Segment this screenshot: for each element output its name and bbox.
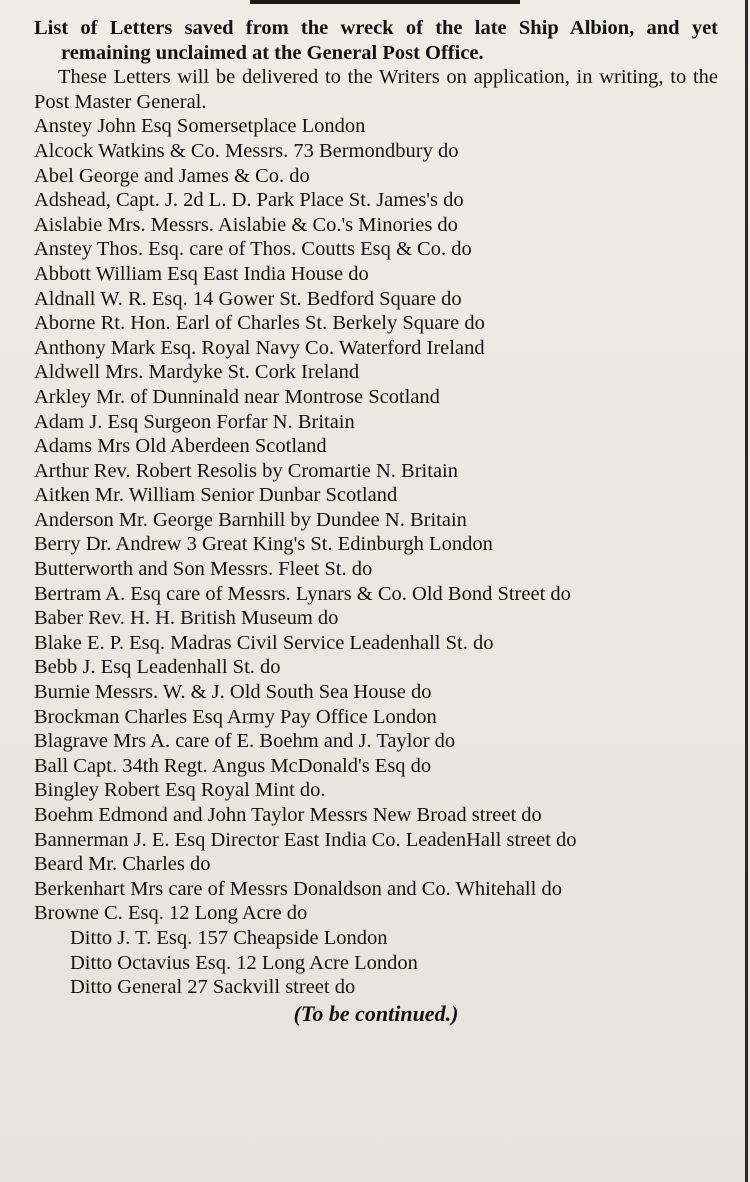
letter-entry: Blagrave Mrs A. care of E. Boehm and J. Taylor do	[34, 730, 456, 753]
letter-entry: Alcock Watkins & Co. Messrs. 73 Bermondbury do	[34, 139, 459, 162]
letters-column	[34, 16, 718, 1048]
letter-entry: Butterworth and Son Messrs. Fleet St. do	[34, 558, 373, 581]
letter-entry: Boehm Edmond and John Taylor Messrs New Broad street do	[34, 804, 542, 826]
letter-entry: Bebb J. Esq Leadenhall St. do	[34, 656, 281, 679]
letter-entry: Anderson Mr. George Barnhill by Dundee N. Britain	[34, 508, 467, 531]
ditto-entry: Ditto General 27 Sackvill street do	[70, 976, 356, 999]
letter-entry: Beard Mr. Charles do	[34, 853, 211, 876]
notice-heading: List of Letters saved from the wreck of the late Ship Albion, and yet remaining unclaimed at the General Post Office.	[34, 17, 718, 64]
letter-entry: Anthony Mark Esq. Royal Navy Co. Waterford Ireland	[34, 336, 485, 359]
top-rule	[250, 0, 520, 4]
continued-note: (To be continued.)	[293, 1000, 459, 1026]
letter-entry: Adams Mrs Old Aberdeen Scotland	[34, 435, 327, 458]
letter-entry: Bertram A. Esq care of Messrs. Lynars & Co. Old Bond Street do	[34, 582, 571, 605]
letter-entry: Berkenhart Mrs care of Messrs Donaldson and Co. Whitehall do	[34, 877, 562, 900]
letter-entry: Arthur Rev. Robert Resolis by Cromartie N. Britain	[34, 459, 458, 482]
letter-entry: Blake E. P. Esq. Madras Civil Service Leadenhall St. do	[34, 631, 494, 654]
letter-entry: Baber Rev. H. H. British Museum do	[34, 607, 339, 630]
notice-intro	[34, 16, 718, 114]
letter-entry: Aborne Rt. Hon. Earl of Charles St. Berkely Square do	[34, 312, 485, 335]
letter-entry: Arkley Mr. of Dunninald near Montrose Scotland	[34, 385, 440, 408]
letter-list	[34, 114, 718, 926]
letter-entry: Aldwell Mrs. Mardyke St. Cork Ireland	[34, 361, 360, 384]
letter-entry: Bingley Robert Esq Royal Mint do.	[34, 779, 326, 802]
letter-entry: Burnie Messrs. W. & J. Old South Sea House do	[34, 681, 432, 704]
ditto-entry: Ditto Octavius Esq. 12 Long Acre London	[70, 951, 418, 974]
notice-instructions: These Letters will be delivered to the Writers on application, in writing, to the Post Master General.	[34, 66, 718, 113]
letter-entry: Aldnall W. R. Esq. 14 Gower St. Bedford Square do	[34, 287, 462, 310]
letter-entry: Anstey Thos. Esq. care of Thos. Coutts Esq & Co. do	[34, 238, 472, 261]
letter-entry: Brockman Charles Esq Army Pay Office London	[34, 705, 437, 728]
letter-entry: Anstey John Esq Somersetplace London	[34, 115, 366, 138]
letter-entry: Ball Capt. 34th Regt. Angus McDonald's Esq do	[34, 754, 432, 777]
letter-entry: Berry Dr. Andrew 3 Great King's St. Edinburgh London	[34, 533, 493, 556]
letter-entry: Bannerman J. E. Esq Director East India Co. LeadenHall street do	[34, 828, 577, 851]
letter-entry: Aitken Mr. William Senior Dunbar Scotland	[34, 484, 398, 507]
letter-entry: Abbott William Esq East India House do	[34, 262, 369, 285]
letter-entry: Adam J. Esq Surgeon Forfar N. Britain	[34, 410, 355, 433]
letter-entry: Browne C. Esq. 12 Long Acre do	[34, 902, 308, 925]
ditto-entry: Ditto J. T. Esq. 157 Cheapside London	[70, 926, 388, 949]
letter-entry: Aislabie Mrs. Messrs. Aislabie & Co.'s Minories do	[34, 213, 458, 236]
ditto-list	[34, 926, 718, 1000]
letter-entry: Adshead, Capt. J. 2d L. D. Park Place St. James's do	[34, 189, 464, 212]
column-rule	[745, 0, 748, 1182]
letter-entry: Abel George and James & Co. do	[34, 164, 310, 187]
